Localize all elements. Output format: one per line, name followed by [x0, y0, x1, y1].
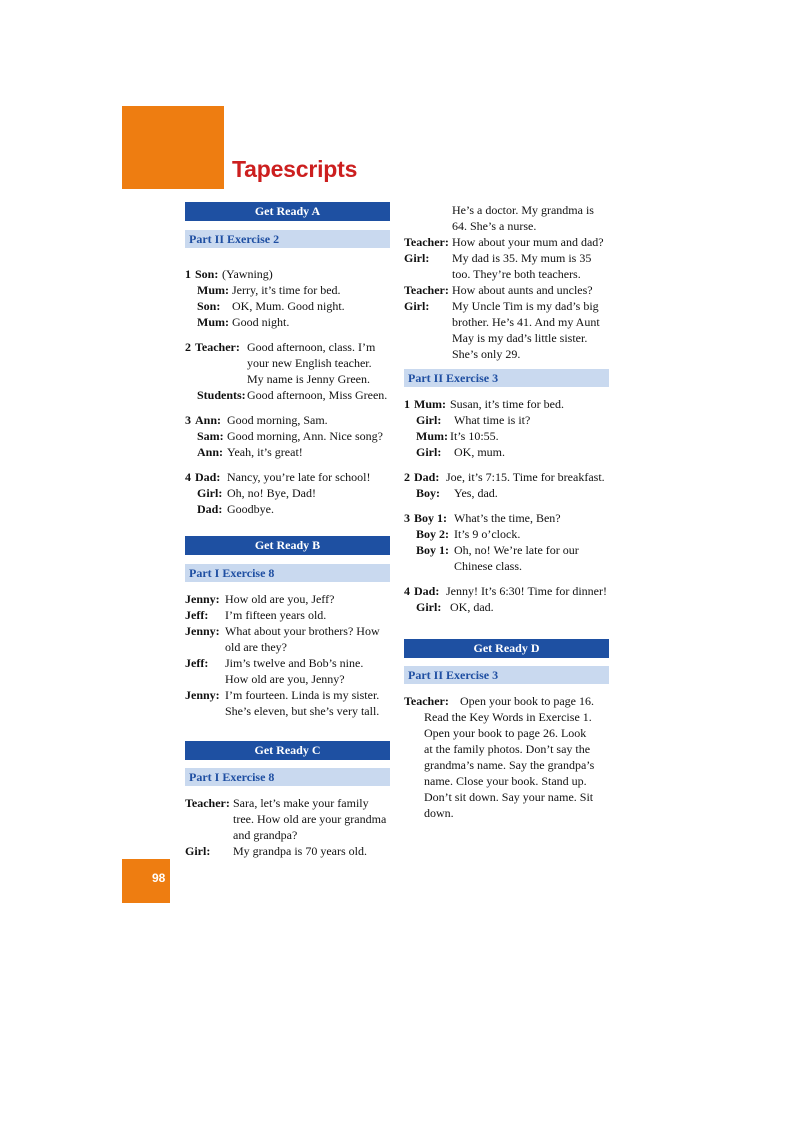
dialogue-get-ready-b: [185, 591, 390, 719]
dialogue-line: [185, 298, 390, 314]
speaker: Ann:: [197, 445, 224, 459]
dialogue-line: [185, 591, 390, 607]
speech: Good afternoon, Miss Green.: [247, 388, 388, 402]
speech: I’m fifteen years old.: [225, 608, 327, 622]
dialogue-2: [404, 469, 609, 501]
speech: Good night.: [232, 315, 290, 329]
speech: Yeah, it’s great!: [227, 445, 303, 459]
speaker: Students:: [197, 388, 246, 402]
dialogue-2: [185, 339, 390, 403]
continuation-line: your new English teacher.: [247, 356, 372, 370]
speech: Good afternoon, class. I’m: [247, 340, 376, 354]
speaker: Girl:: [185, 844, 211, 858]
speaker: Ann:: [195, 413, 222, 427]
speaker: Jenny:: [185, 624, 220, 638]
continuation-line: and grandpa?: [233, 828, 298, 842]
speaker: Boy 1:: [416, 543, 449, 557]
speaker: Teacher:: [404, 235, 449, 249]
dialogue-line: [185, 607, 390, 623]
speaker: Jenny:: [185, 592, 220, 606]
speaker: Son:: [195, 267, 219, 281]
continuation-line: Chinese class.: [454, 559, 522, 573]
continuation-line: too. They’re both teachers.: [452, 267, 581, 281]
speaker: Girl:: [404, 251, 430, 265]
dialogue-number: 3: [404, 511, 410, 525]
dialogue-1: [404, 396, 609, 460]
dialogue-line: [185, 501, 390, 517]
dialogue-line: [404, 485, 609, 501]
dialogue-line: [185, 266, 390, 282]
dialogue-number: 2: [185, 340, 191, 354]
dialogue-line: [185, 428, 390, 444]
speaker: Teacher:: [404, 283, 449, 297]
page-number: 98: [152, 871, 166, 885]
speech: Jerry, it’s time for bed.: [232, 283, 341, 297]
speech: OK, mum.: [454, 445, 505, 459]
speaker: Girl:: [416, 600, 442, 614]
speech: (Yawning): [222, 267, 273, 281]
speech: How about aunts and uncles?: [452, 283, 593, 297]
dialogue-line: [185, 485, 390, 501]
continuation-line: She’s eleven, but she’s very tall.: [225, 704, 380, 718]
speaker: Girl:: [404, 299, 430, 313]
speech: Jenny! It’s 6:30! Time for dinner!: [446, 584, 607, 598]
dialogue-line: [404, 250, 609, 266]
continuation-line: 64. She’s a nurse.: [452, 219, 537, 233]
speaker: Jeff:: [185, 608, 209, 622]
speaker: Girl:: [197, 486, 223, 500]
dialogue-line: [404, 234, 609, 250]
teacher-instructions: [404, 693, 609, 821]
section-banner-get-ready-c: Get Ready C: [185, 741, 390, 760]
speaker: Dad:: [414, 584, 440, 598]
speaker: Boy 1:: [414, 511, 447, 525]
continuation-line: May is my dad’s little sister.: [452, 331, 588, 345]
speaker: Jeff:: [185, 656, 209, 670]
part-heading: Part I Exercise 8: [185, 564, 390, 582]
continuation-line: grandma’s name. Say the grandpa’s: [424, 758, 595, 772]
speech: OK, Mum. Good night.: [232, 299, 345, 313]
dialogue-line: [404, 444, 609, 460]
speaker: Dad:: [414, 470, 440, 484]
dialogue-number: 3: [185, 413, 191, 427]
dialogue-line: [185, 655, 390, 671]
part-heading: Part II Exercise 3: [404, 666, 609, 684]
dialogue-line: [185, 444, 390, 460]
dialogue-line: [185, 282, 390, 298]
dialogue-number: 4: [185, 470, 191, 484]
dialogue-line: [404, 583, 609, 599]
dialogue-line: [185, 314, 390, 330]
dialogue-line: [185, 469, 390, 485]
dialogue-line: [185, 687, 390, 703]
speech: How about your mum and dad?: [452, 235, 604, 249]
speaker: Mum:: [197, 315, 229, 329]
dialogue-1: [185, 266, 390, 330]
speech: Open your book to page 16.: [460, 694, 594, 708]
dialogue-4: [404, 583, 609, 615]
speaker: Son:: [197, 299, 221, 313]
continuation-line: at the family photos. Don’t say the: [424, 742, 591, 756]
speaker: Girl:: [416, 413, 442, 427]
speech: Joe, it’s 7:15. Time for breakfast.: [446, 470, 605, 484]
dialogue-line: [185, 412, 390, 428]
dialogue-line: [185, 843, 390, 859]
speech: My dad is 35. My mum is 35: [452, 251, 592, 265]
continuation-line: My name is Jenny Green.: [247, 372, 370, 386]
dialogue-get-ready-c-continued: [404, 202, 609, 362]
speech: Yes, dad.: [454, 486, 498, 500]
speech: Good morning, Ann. Nice song?: [227, 429, 383, 443]
dialogue-4: [185, 469, 390, 517]
speech: What time is it?: [454, 413, 531, 427]
dialogue-get-ready-c: [185, 795, 390, 859]
left-column: [185, 202, 390, 859]
continuation-line: tree. How old are your grandma: [233, 812, 387, 826]
continuation-line: down.: [424, 806, 454, 820]
part-heading: Part I Exercise 8: [185, 768, 390, 786]
speaker: Dad:: [195, 470, 221, 484]
speech: Goodbye.: [227, 502, 274, 516]
speaker: Teacher:: [404, 694, 449, 708]
continuation-line: brother. He’s 41. And my Aunt: [452, 315, 600, 329]
speech: It’s 10:55.: [450, 429, 499, 443]
speaker: Dad:: [197, 502, 223, 516]
dialogue-line: [404, 526, 609, 542]
speaker: Sam:: [197, 429, 224, 443]
speaker: Girl:: [416, 445, 442, 459]
speaker: Jenny:: [185, 688, 220, 702]
continuation-line: old are they?: [225, 640, 287, 654]
page-title: Tapescripts: [232, 156, 358, 182]
right-column: [404, 202, 609, 821]
continuation-line: She’s only 29.: [452, 347, 521, 361]
dialogue-line: [404, 510, 609, 526]
speaker: Mum:: [416, 429, 448, 443]
dialogue-number: 4: [404, 584, 410, 598]
dialogue-line: [404, 428, 609, 444]
dialogue-line: [404, 282, 609, 298]
section-banner-get-ready-a: Get Ready A: [185, 202, 390, 221]
dialogue-line: [185, 795, 390, 811]
dialogue-line: [404, 412, 609, 428]
dialogue-number: 1: [185, 267, 191, 281]
continuation-line: Don’t sit down. Say your name. Sit: [424, 790, 594, 804]
speech: It’s 9 o’clock.: [454, 527, 521, 541]
speech: Oh, no! We’re late for our: [454, 543, 579, 557]
speaker: Teacher:: [185, 796, 230, 810]
speech: What about your brothers? How: [225, 624, 380, 638]
speech: Sara, let’s make your family: [233, 796, 369, 810]
continuation-line: He’s a doctor. My grandma is: [452, 203, 594, 217]
speech: My Uncle Tim is my dad’s big: [452, 299, 599, 313]
speech: Susan, it’s time for bed.: [450, 397, 564, 411]
continuation-line: Open your book to page 26. Look: [424, 726, 587, 740]
continuation-line: Read the Key Words in Exercise 1.: [424, 710, 592, 724]
speaker: Boy 2:: [416, 527, 449, 541]
part-heading: Part II Exercise 2: [185, 230, 390, 248]
orange-header-block: [122, 106, 224, 189]
continuation-line: name. Close your book. Stand up.: [424, 774, 587, 788]
dialogue-line: [185, 339, 390, 355]
speech: My grandpa is 70 years old.: [233, 844, 367, 858]
dialogue-line: [404, 693, 609, 709]
speaker: Boy:: [416, 486, 440, 500]
speech: How old are you, Jeff?: [225, 592, 335, 606]
speaker: Mum:: [197, 283, 229, 297]
dialogue-line: [404, 298, 609, 314]
speaker: Mum:: [414, 397, 446, 411]
dialogue-number: 2: [404, 470, 410, 484]
dialogue-line: [185, 623, 390, 639]
section-banner-get-ready-b: Get Ready B: [185, 536, 390, 555]
dialogue-number: 1: [404, 397, 410, 411]
dialogue-3: [404, 510, 609, 574]
speech: OK, dad.: [450, 600, 494, 614]
speech: Jim’s twelve and Bob’s nine.: [225, 656, 364, 670]
speech: Good morning, Sam.: [227, 413, 328, 427]
dialogue-3: [185, 412, 390, 460]
continuation-line: How old are you, Jenny?: [225, 672, 345, 686]
speech: Nancy, you’re late for school!: [227, 470, 371, 484]
dialogue-line: [404, 396, 609, 412]
speaker: Teacher:: [195, 340, 240, 354]
dialogue-line: [404, 599, 609, 615]
speech: What’s the time, Ben?: [454, 511, 561, 525]
dialogue-line: [404, 469, 609, 485]
part-heading: Part II Exercise 3: [404, 369, 609, 387]
dialogue-line: [404, 542, 609, 558]
speech: Oh, no! Bye, Dad!: [227, 486, 316, 500]
section-banner-get-ready-d: Get Ready D: [404, 639, 609, 658]
speech: I’m fourteen. Linda is my sister.: [225, 688, 380, 702]
dialogue-line: [185, 387, 390, 403]
